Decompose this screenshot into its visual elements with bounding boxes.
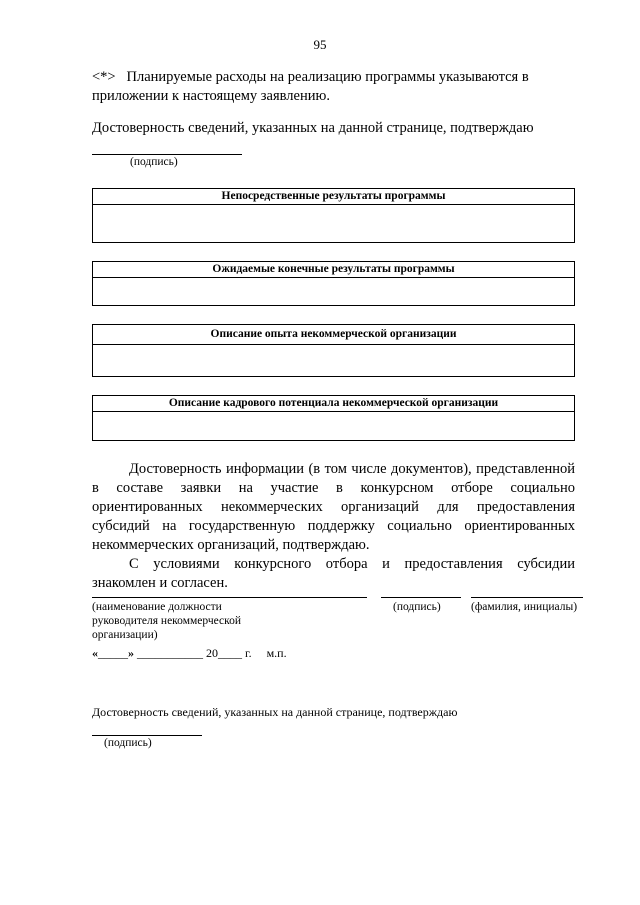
section-field[interactable]	[93, 412, 574, 441]
stamp-place: м.п.	[266, 646, 287, 660]
section-title: Описание кадрового потенциала некоммерческой организации	[93, 396, 574, 412]
date-year-blank[interactable]: ____	[218, 646, 242, 660]
signature-label-bottom: (подпись)	[104, 737, 152, 749]
footnote	[92, 68, 562, 106]
footnote-text: Планируемые расходы на реализацию программы указываются в приложении к настоящему заявлению.	[92, 69, 529, 104]
signature-label-top: (подпись)	[130, 156, 178, 168]
signature-line-bottom[interactable]	[92, 735, 202, 736]
confirm-bottom-text: Достоверность сведений, указанных на данной странице, подтверждаю	[92, 705, 458, 719]
date-month-blank[interactable]: ___________	[137, 646, 203, 660]
signature-line[interactable]	[381, 597, 461, 598]
signature-label: (подпись)	[393, 601, 441, 613]
declaration-paragraph-2: С условиями конкурсного отбора и предоставления субсидии знакомлен и согласен.	[92, 556, 575, 591]
date-line	[92, 646, 287, 661]
confirm-top-text: Достоверность сведений, указанных на данной странице, подтверждаю	[92, 120, 534, 136]
position-label: (наименование должности руководителя некоммерческой организации)	[92, 601, 242, 641]
declaration-paragraph-1: Достоверность информации (в том числе документов), представленной в составе заявки на участие в конкурсном отборе социально ориентированных некоммерческих организаций для предоставления субсидий на государственную поддержку социально ориентированных некоммерческих организаций, подтверждаю.	[92, 461, 575, 553]
section-staff	[92, 395, 575, 441]
section-experience	[92, 324, 575, 377]
section-field[interactable]	[93, 205, 574, 243]
signature-line-top[interactable]	[92, 154, 242, 155]
section-title: Описание опыта некоммерческой организации	[93, 325, 574, 345]
section-title: Непосредственные результаты программы	[93, 189, 574, 205]
name-label: (фамилия, инициалы)	[471, 601, 578, 613]
declaration	[92, 460, 575, 593]
section-direct-results	[92, 188, 575, 243]
date-year-prefix: 20	[206, 646, 218, 660]
position-line[interactable]	[92, 597, 367, 598]
date-year-suffix: г.	[245, 646, 252, 660]
section-field[interactable]	[93, 278, 574, 306]
section-field[interactable]	[93, 345, 574, 377]
section-expected-results	[92, 261, 575, 306]
name-line[interactable]	[471, 597, 583, 598]
page-number: 95	[313, 37, 327, 52]
date-close-quote: »	[128, 646, 134, 660]
date-open-quote: «	[92, 646, 98, 660]
date-day-blank[interactable]: _____	[98, 646, 128, 660]
footnote-marker: <*>	[92, 69, 116, 85]
section-title: Ожидаемые конечные результаты программы	[93, 262, 574, 278]
